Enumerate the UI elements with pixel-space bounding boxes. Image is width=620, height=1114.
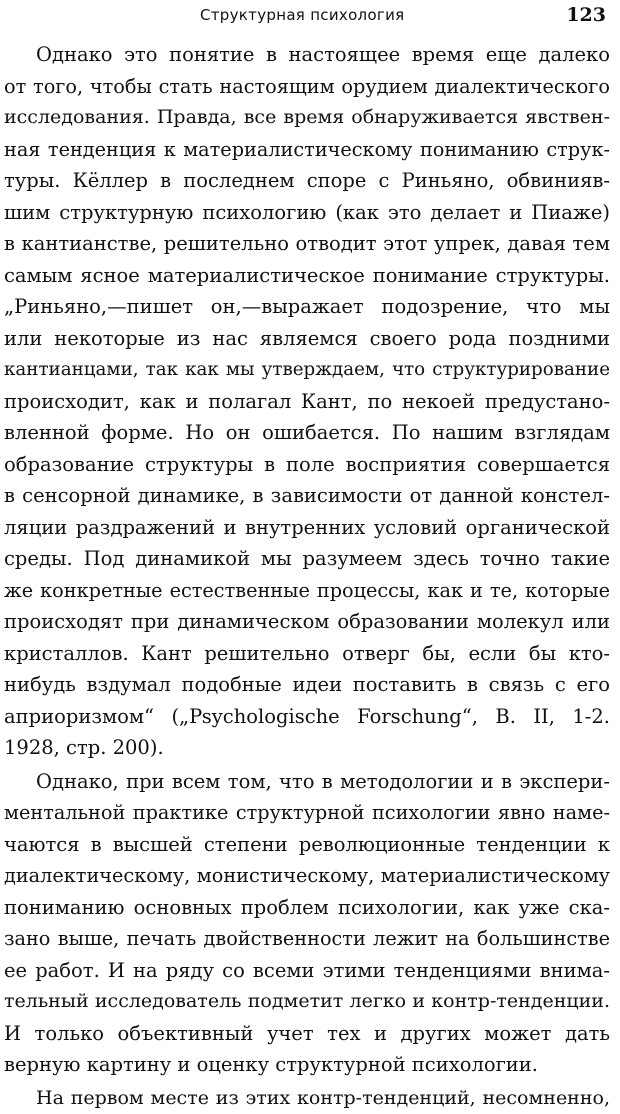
text-line: происходят при динамическом образовании молекул или: [0, 606, 620, 638]
text-line: образование структуры в поле восприятия совершается: [0, 449, 620, 481]
text-line: туры. Кёллер в последнем споре с Риньяно, обвинияв-: [0, 165, 620, 197]
page-header: [0, 4, 620, 34]
paragraph-3: [0, 1083, 620, 1114]
text-line: ная тенденция к материалистическому пониманию струк-: [0, 134, 620, 166]
text-line: в кантианстве, решительно отводит этот упрек, давая тем: [0, 228, 620, 260]
text-line: самым ясное материалистическое понимание структуры.: [0, 260, 620, 292]
text-line: же конкретные естественные процессы, как и те, которые: [0, 575, 620, 607]
paragraph-1: [0, 39, 620, 764]
text-line: пониманию основных проблем психологии, как уже ска-: [0, 892, 620, 924]
text-line: нибудь вздумал подобные идеи поставить в связь с его: [0, 669, 620, 701]
text-line: „Риньяно,—пишет он,—выражает подозрение, что мы: [0, 291, 620, 323]
text-line: среды. Под динамикой мы разумеем здесь точно такие: [0, 543, 620, 575]
text-line: ментальной практике структурной психологии явно наме-: [0, 797, 620, 829]
text-line: вленной форме. Но он ошибается. По нашим взглядам: [0, 417, 620, 449]
text-line: или некоторые из нас являемся своего рода поздними: [0, 323, 620, 355]
text-line: от того, чтобы стать настоящим орудием диалектического: [0, 71, 620, 103]
text-line: в сенсорной динамике, в зависимости от данной констел-: [0, 480, 620, 512]
text-line: происходит, как и полагал Кант, по некоей предустано-: [0, 386, 620, 418]
text-line: априоризмом“ („Psychologische Forschung“, B. II, 1-2.: [0, 701, 620, 733]
text-line: ляции раздражений и внутренних условий органической: [0, 512, 620, 544]
paragraph-2: [0, 766, 620, 1081]
text-line: тельный исследователь подметит легко и контр-тенденции.: [0, 986, 620, 1018]
text-line: шим структурную психологию (как это делает и Пиаже): [0, 197, 620, 229]
text-line: Однако это понятие в настоящее время еще далеко: [0, 39, 620, 71]
text-line: исследования. Правда, все время обнаруживается явствен-: [0, 102, 620, 134]
text-line: И только объективный учет тех и других может дать: [0, 1018, 620, 1050]
text-line: верную картину и оценку структурной психологии.: [0, 1049, 620, 1081]
running-title: Структурная психология: [200, 6, 404, 24]
text-line: чаются в высшей степени революционные тенденции к: [0, 829, 620, 861]
text-line: кантианцами, так как мы утверждаем, что структурирование: [0, 354, 620, 386]
text-line: кристаллов. Кант решительно отверг бы, если бы кто-: [0, 638, 620, 670]
page-number: 123: [566, 4, 606, 26]
text-line: Однако, при всем том, что в методологии и в экспери-: [0, 766, 620, 798]
page-body: [0, 39, 620, 1114]
text-line: зано выше, печать двойственности лежит на большинстве: [0, 923, 620, 955]
text-line: На первом месте из этих контр-тенденций, несомненно,: [0, 1083, 620, 1114]
text-line: ее работ. И на ряду со всеми этими тенденциями внима-: [0, 955, 620, 987]
text-line: 1928, стр. 200).: [0, 732, 620, 764]
text-line: диалектическому, монистическому, материалистическому: [0, 860, 620, 892]
